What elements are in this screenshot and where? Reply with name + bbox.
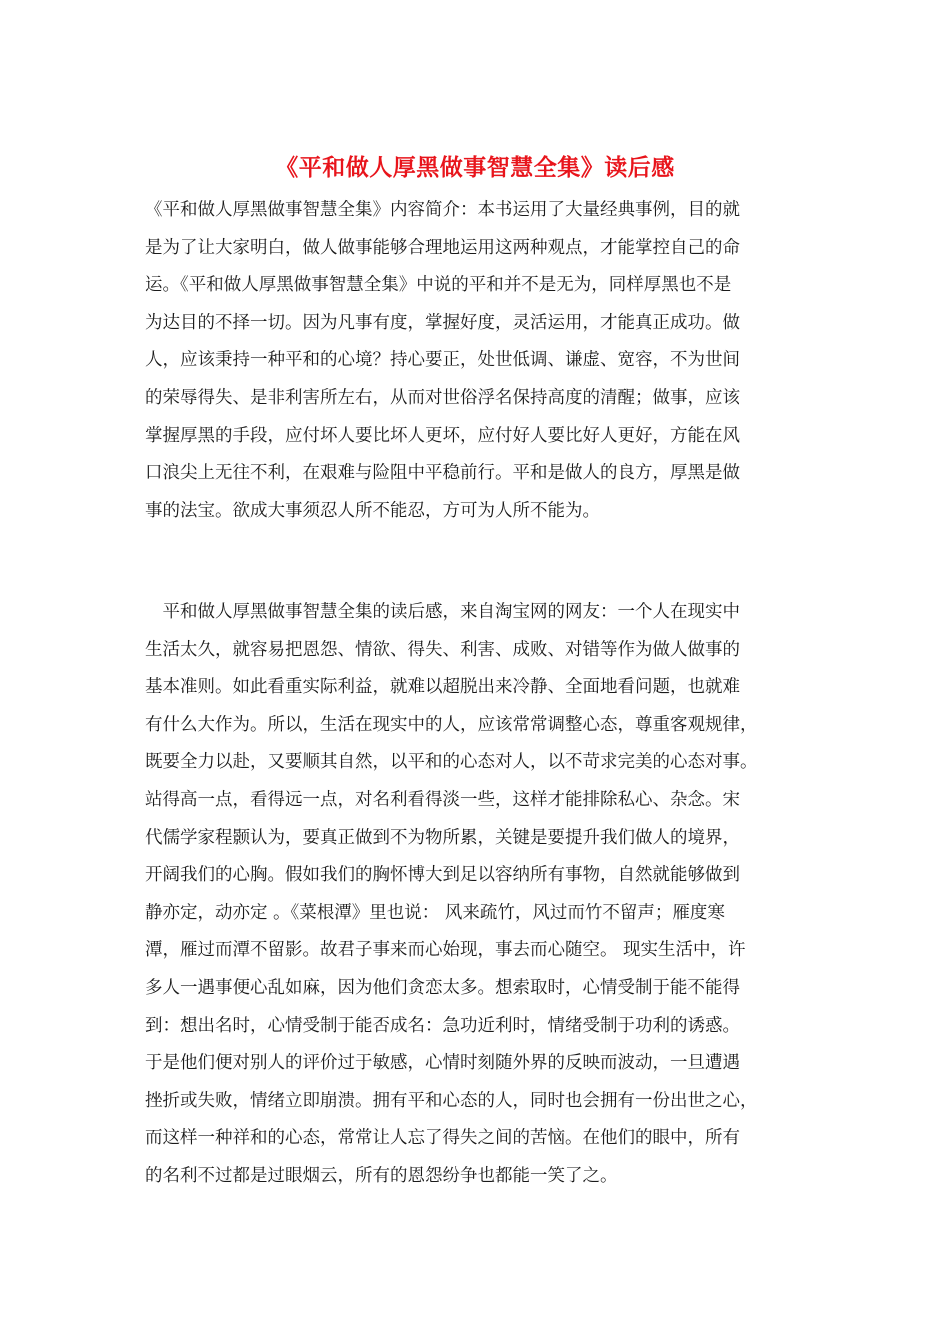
paragraph-line: 站得高一点，看得远一点，对名利看得淡一些，这样才能排除私心、杂念。宋 — [145, 789, 740, 810]
intro-paragraph — [145, 192, 807, 530]
paragraph-line: 事的法宝。欲成大事须忍人所不能忍，方可为人所不能为。 — [145, 500, 600, 521]
paragraph-line: 平和做人厚黑做事智慧全集的读后感，来自淘宝网的网友：一个人在现实中 — [145, 602, 740, 622]
paragraph-line: 的名利不过都是过眼烟云，所有的恩怨纷争也都能一笑了之。 — [145, 1165, 618, 1186]
paragraph-line: 既要全力以赴，又要顺其自然，以平和的心态对人，以不苛求完美的心态对事。 — [145, 752, 758, 773]
paragraph-line: 到：想出名时，心情受制于能否成名：急功近利时，情绪受制于功利的诱惑。 — [145, 1015, 740, 1036]
paragraph-line: 的荣辱得失、是非利害所左右，从而对世俗浮名保持高度的清醒；做事，应该 — [145, 387, 740, 408]
paragraph-line: 静亦定，动亦定 。《菜根潭》里也说： 风来疏竹，风过而竹不留声；雁度寒 — [145, 902, 725, 923]
review-paragraph — [145, 594, 807, 1196]
paragraph-line: 挫折或失败，情绪立即崩溃。拥有平和心态的人，同时也会拥有一份出世之心， — [145, 1090, 758, 1111]
paragraph-line: 代儒学家程颢认为，要真正做到不为物所累，关键是要提升我们做人的境界， — [145, 827, 740, 848]
paragraph-line: 生活太久，就容易把恩怨、情欲、得失、利害、成败、对错等作为做人做事的 — [145, 639, 740, 660]
paragraph-line: 为达目的不择一切。因为凡事有度，掌握好度，灵活运用，才能真正成功。做 — [145, 312, 740, 333]
paragraph-line: 是为了让大家明白，做人做事能够合理地运用这两种观点，才能掌控自己的命 — [145, 237, 740, 258]
paragraph-line: 而这样一种祥和的心态，常常让人忘了得失之间的苦恼。在他们的眼中，所有 — [145, 1128, 740, 1149]
paragraph-line: 于是他们便对别人的评价过于敏感，心情时刻随外界的反映而波动，一旦遭遇 — [145, 1053, 740, 1074]
paragraph-line: 掌握厚黑的手段，应付坏人要比坏人更坏，应付好人要比好人更好，方能在风 — [145, 425, 740, 446]
paragraph-line: 口浪尖上无往不利，在艰难与险阻中平稳前行。平和是做人的良方，厚黑是做 — [145, 463, 740, 484]
paragraph-line: 基本准则。如此看重实际利益，就难以超脱出来冷静、全面地看问题，也就难 — [145, 677, 740, 698]
document-title: 《平和做人厚黑做事智慧全集》读后感 — [275, 154, 675, 181]
paragraph-line: 运。《平和做人厚黑做事智慧全集》中说的平和并不是无为，同样厚黑也不是 — [145, 275, 732, 296]
paragraph-line: 人，应该秉持一种平和的心境？持心要正，处世低调、谦虚、宽容，不为世间 — [145, 350, 740, 371]
paragraph-line: 有什么大作为。所以，生活在现实中的人，应该常常调整心态，尊重客观规律， — [145, 714, 758, 735]
paragraph-line: 《平和做人厚黑做事智慧全集》内容简介：本书运用了大量经典事例，目的就 — [145, 200, 740, 220]
paragraph-line: 潭，雁过而潭不留影。故君子事来而心始现，事去而心随空。 现实生活中，许 — [145, 940, 746, 961]
paragraph-line: 开阔我们的心胸。假如我们的胸怀博大到足以容纳所有事物，自然就能够做到 — [145, 865, 740, 886]
paragraph-line: 多人一遇事便心乱如麻，因为他们贪恋太多。想索取时，心情受制于能不能得 — [145, 977, 740, 998]
